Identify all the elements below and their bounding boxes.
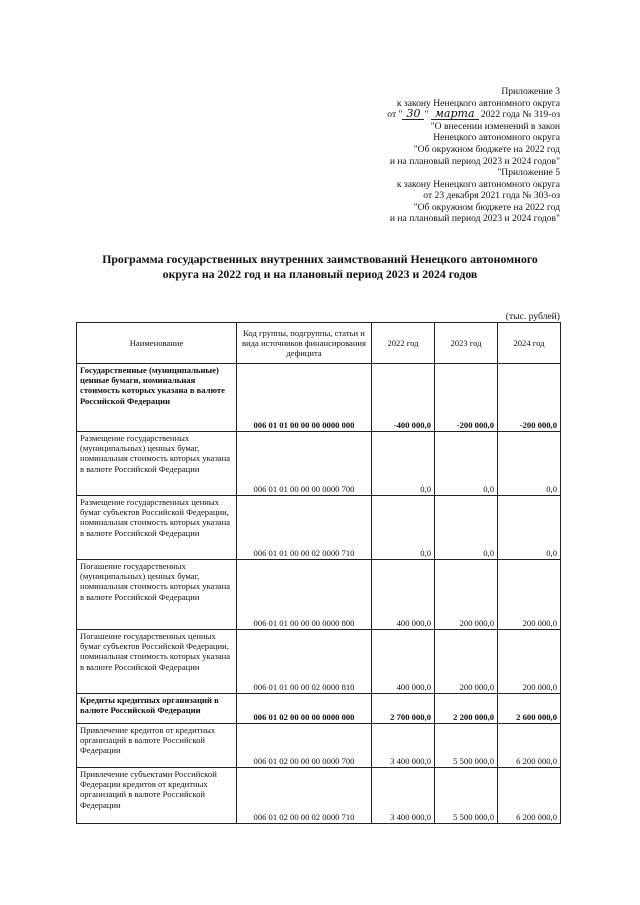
table-row <box>77 768 561 824</box>
row-name: Кредиты кредитных организаций в валюте Российской Федерации <box>77 694 237 724</box>
table-row <box>77 694 561 724</box>
table-row <box>77 560 561 630</box>
appendix-3-law-ref: к закону Ненецкого автономного округа <box>396 97 560 109</box>
appendix-3-date-line: от " 30 " марта 2022 года № 319-оз <box>387 107 560 121</box>
row-name: Размещение государственных ценных бумаг субъектов Российской Федерации, номинальная стоимость которых указана в валюте Российской Федерации <box>77 496 237 560</box>
appendix-3-subject-2: Ненецкого автономного округа <box>433 132 560 144</box>
row-value-2023: 0,0 <box>435 496 498 560</box>
row-value-2024: 200 000,0 <box>498 630 561 694</box>
row-value-2024: -200 000,0 <box>498 364 561 432</box>
header-name: Наименование <box>77 323 237 364</box>
appendix-3-subject-3: "Об окружном бюджете на 2022 год <box>413 143 560 155</box>
row-value-2024: 200 000,0 <box>498 560 561 630</box>
table-row <box>77 364 561 432</box>
row-value-2024: 6 200 000,0 <box>498 768 561 824</box>
appendix-5-subject-1: "Об окружном бюджете на 2022 год <box>413 201 560 213</box>
row-value-2024: 2 600 000,0 <box>498 694 561 724</box>
row-value-2023: 5 500 000,0 <box>435 724 498 768</box>
row-name: Государственные (муниципальные) ценные бумаги, номинальная стоимость которых указана в валюте Российской Федерации <box>77 364 237 432</box>
appendix-5-subject-2: и на плановый период 2023 и 2024 годов" <box>389 213 560 225</box>
table-row <box>77 496 561 560</box>
row-value-2023: 200 000,0 <box>435 560 498 630</box>
row-code: 006 01 01 00 00 00 0000 700 <box>237 432 372 496</box>
row-value-2024: 0,0 <box>498 496 561 560</box>
header-2023: 2023 год <box>435 323 498 364</box>
header-code: Код группы, подгруппы, статьи и вида источников финансирования дефицита <box>237 323 372 364</box>
table-row <box>77 724 561 768</box>
row-value-2022: 0,0 <box>372 496 435 560</box>
row-name: Привлечение субъектами Российской Федерации кредитов от кредитных организаций в валюте Российской Федерации <box>77 768 237 824</box>
row-code: 006 01 01 00 00 02 0000 710 <box>237 496 372 560</box>
row-value-2023: 5 500 000,0 <box>435 768 498 824</box>
row-value-2022: -400 000,0 <box>372 364 435 432</box>
appendix-3-title: Приложение 3 <box>501 86 560 97</box>
appendix-3-subject-1: "О внесении изменений в закон <box>430 120 560 132</box>
row-value-2022: 2 700 000,0 <box>372 694 435 724</box>
units-label: (тыс. рублей) <box>505 311 560 322</box>
row-code: 006 01 01 00 00 02 0000 810 <box>237 630 372 694</box>
appendix-3-header <box>387 86 560 167</box>
table-row <box>77 630 561 694</box>
row-value-2022: 400 000,0 <box>372 630 435 694</box>
row-code: 006 01 02 00 00 00 0000 700 <box>237 724 372 768</box>
table-row <box>77 432 561 496</box>
row-name: Погашение государственных ценных бумаг субъектов Российской Федерации, номинальная стоимость которых указана в валюте Российской Федерации <box>77 630 237 694</box>
row-value-2022: 400 000,0 <box>372 560 435 630</box>
row-value-2024: 6 200 000,0 <box>498 724 561 768</box>
row-value-2023: 200 000,0 <box>435 630 498 694</box>
row-value-2022: 3 400 000,0 <box>372 768 435 824</box>
row-name: Размещение государственных (муниципальных) ценных бумаг, номинальная стоимость которых указана в валюте Российской Федерации <box>77 432 237 496</box>
row-code: 006 01 02 00 00 02 0000 710 <box>237 768 372 824</box>
row-value-2022: 0,0 <box>372 432 435 496</box>
row-value-2023: 2 200 000,0 <box>435 694 498 724</box>
document-title-line-1: Программа государственных внутренних заимствований Ненецкого автономного <box>102 252 538 266</box>
row-value-2022: 3 400 000,0 <box>372 724 435 768</box>
table-header-row <box>77 323 561 364</box>
row-value-2023: -200 000,0 <box>435 364 498 432</box>
row-code: 006 01 02 00 00 00 0000 000 <box>237 694 372 724</box>
row-name: Погашение государственных (муниципальных) ценных бумаг, номинальная стоимость которых указана в валюте Российской Федерации <box>77 560 237 630</box>
document-title-line-2: округа на 2022 год и на плановый период 2023 и 2024 годов <box>162 267 478 281</box>
appendix-5-title: "Приложение 5 <box>497 167 560 178</box>
row-value-2024: 0,0 <box>498 432 561 496</box>
document-title <box>70 252 570 282</box>
row-code: 006 01 01 00 00 00 0000 000 <box>237 364 372 432</box>
appendix-3-subject-4: и на плановый период 2023 и 2024 годов" <box>389 155 560 167</box>
handwritten-month: марта <box>431 109 479 120</box>
header-2022: 2022 год <box>372 323 435 364</box>
appendix-5-date: от 23 декабря 2021 года № 303-оз <box>423 190 560 202</box>
row-code: 006 01 01 00 00 00 0000 800 <box>237 560 372 630</box>
header-2024: 2024 год <box>498 323 561 364</box>
handwritten-day: 30 <box>402 109 424 120</box>
appendix-5-law-ref: к закону Ненецкого автономного округа <box>396 178 560 190</box>
appendix-5-header <box>390 167 560 225</box>
row-name: Привлечение кредитов от кредитных организаций в валюте Российской Федерации <box>77 724 237 768</box>
row-value-2023: 0,0 <box>435 432 498 496</box>
borrowing-program-table <box>76 322 561 824</box>
